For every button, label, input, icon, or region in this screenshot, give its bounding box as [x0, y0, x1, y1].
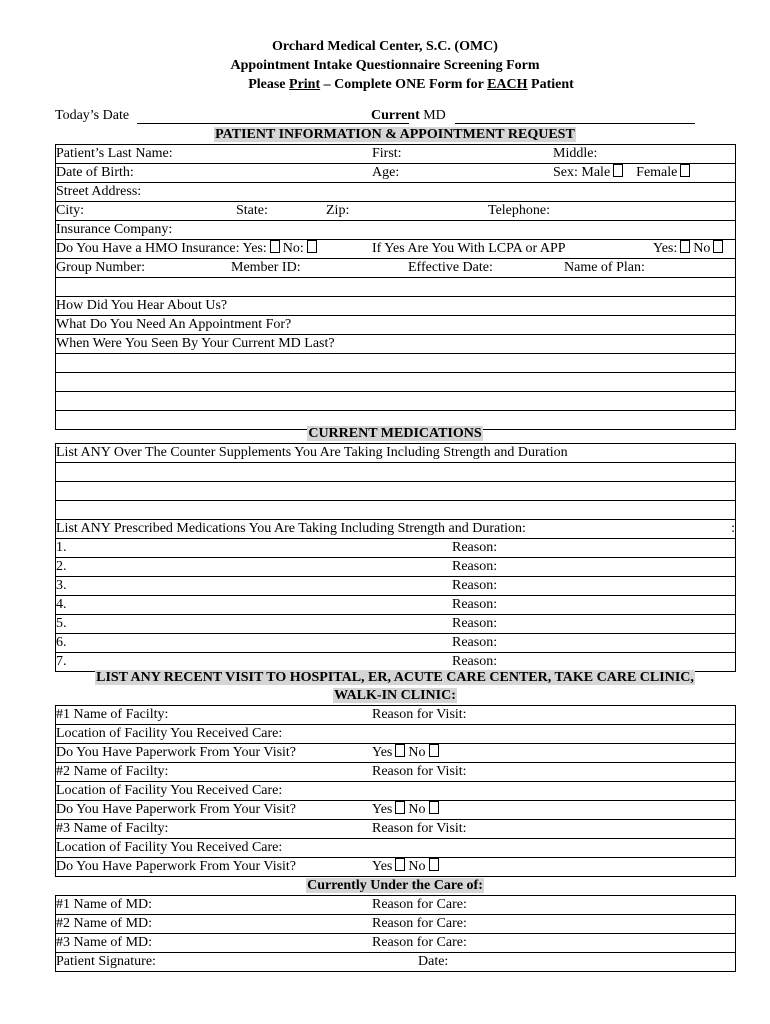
row-otc[interactable] — [56, 444, 735, 463]
zip-label: Zip: — [326, 203, 350, 218]
care-reason-label: Reason for Care: — [372, 916, 467, 931]
med-number: 6. — [56, 635, 67, 650]
med-row[interactable] — [56, 577, 735, 596]
care-reason-label: Reason for Care: — [372, 897, 467, 912]
female-checkbox[interactable] — [680, 164, 690, 177]
current-md-label: Current MD — [371, 108, 446, 123]
facility-name-label: #3 Name of Facilty: — [56, 821, 169, 836]
age-label: Age: — [372, 165, 400, 180]
visit-reason-label: Reason for Visit: — [372, 821, 467, 836]
paperwork-label: Do You Have Paperwork From Your Visit? — [56, 802, 297, 817]
hear-label: How Did You Hear About Us? — [56, 298, 228, 313]
group-number-label: Group Number: — [56, 260, 146, 275]
row-seen[interactable] — [56, 335, 735, 354]
row-location[interactable] — [56, 725, 735, 744]
todays-date-field[interactable] — [137, 123, 409, 124]
lcpa-no-checkbox[interactable] — [713, 240, 723, 253]
sex-group: Sex: Male Female — [553, 164, 693, 182]
md-name-label: #1 Name of MD: — [56, 897, 153, 912]
med-number: 1. — [56, 540, 67, 555]
row-hmo — [56, 240, 735, 259]
med-row[interactable] — [56, 558, 735, 577]
med-row[interactable] — [56, 596, 735, 615]
visits-table — [55, 705, 736, 877]
med-number: 2. — [56, 559, 67, 574]
row-blank[interactable] — [56, 373, 735, 392]
hmo-yes-checkbox[interactable] — [270, 240, 280, 253]
paperwork-group: Yes No — [372, 858, 442, 876]
row-md[interactable] — [56, 915, 735, 934]
lcpa-label: If Yes Are You With LCPA or APP — [372, 241, 566, 256]
row-facility[interactable] — [56, 763, 735, 782]
md-name-label: #3 Name of MD: — [56, 935, 153, 950]
med-reason-label: Reason: — [452, 635, 498, 650]
section-under-care: Currently Under the Care of: — [307, 878, 483, 893]
row-need[interactable] — [56, 316, 735, 335]
form-header — [0, 37, 770, 94]
paperwork-label: Do You Have Paperwork From Your Visit? — [56, 745, 297, 760]
form-instructions: Please Print – Complete ONE Form for EACH Patient — [248, 77, 574, 92]
section-recent-visits: LIST ANY RECENT VISIT TO HOSPITAL, ER, ACUTE CARE CENTER, TAKE CARE CLINIC, — [96, 670, 694, 685]
med-number: 5. — [56, 616, 67, 631]
trailing-colon: : — [731, 521, 735, 536]
street-label: Street Address: — [56, 184, 142, 199]
state-label: State: — [236, 203, 268, 218]
middle-name-label: Middle: — [553, 146, 598, 161]
hmo-group: Do You Have a HMO Insurance: Yes: No: — [56, 240, 320, 258]
md-name-label: #2 Name of MD: — [56, 916, 153, 931]
paperwork-no-checkbox[interactable] — [429, 744, 439, 757]
visit-reason-label: Reason for Visit: — [372, 764, 467, 779]
row-md[interactable] — [56, 934, 735, 953]
row-group[interactable] — [56, 259, 735, 278]
visit-reason-label: Reason for Visit: — [372, 707, 467, 722]
row-blank[interactable] — [56, 354, 735, 373]
row-blank[interactable] — [56, 463, 735, 482]
row-location[interactable] — [56, 839, 735, 858]
row-prescribed[interactable] — [56, 520, 735, 539]
insurance-label: Insurance Company: — [56, 222, 173, 237]
patient-info-table — [55, 144, 736, 430]
hmo-no-checkbox[interactable] — [307, 240, 317, 253]
paperwork-group: Yes No — [372, 801, 442, 819]
row-paperwork — [56, 744, 735, 763]
location-label: Location of Facility You Received Care: — [56, 840, 283, 855]
med-row[interactable] — [56, 615, 735, 634]
effective-date-label: Effective Date: — [408, 260, 493, 275]
paperwork-yes-checkbox[interactable] — [395, 801, 405, 814]
facility-name-label: #2 Name of Facilty: — [56, 764, 169, 779]
row-city[interactable] — [56, 202, 735, 221]
med-number: 4. — [56, 597, 67, 612]
row-paperwork — [56, 801, 735, 820]
prescribed-label: List ANY Prescribed Medications You Are Taking Including Strength and Duration: — [56, 521, 526, 536]
row-blank[interactable] — [56, 482, 735, 501]
med-number: 3. — [56, 578, 67, 593]
paperwork-no-checkbox[interactable] — [429, 801, 439, 814]
telephone-label: Telephone: — [488, 203, 550, 218]
row-md[interactable] — [56, 896, 735, 915]
med-reason-label: Reason: — [452, 597, 498, 612]
need-label: What Do You Need An Appointment For? — [56, 317, 292, 332]
row-signature[interactable] — [56, 953, 735, 972]
lcpa-yes-checkbox[interactable] — [680, 240, 690, 253]
todays-date-label: Today’s Date — [55, 108, 130, 123]
row-name[interactable] — [56, 145, 735, 164]
signature-date-label: Date: — [418, 954, 449, 969]
form-title: Appointment Intake Questionnaire Screening Form — [230, 58, 540, 73]
med-reason-label: Reason: — [452, 578, 498, 593]
medications-table — [55, 443, 736, 672]
care-reason-label: Reason for Care: — [372, 935, 467, 950]
paperwork-yes-checkbox[interactable] — [395, 744, 405, 757]
plan-name-label: Name of Plan: — [564, 260, 645, 275]
facility-name-label: #1 Name of Facilty: — [56, 707, 169, 722]
clinic-name: Orchard Medical Center, S.C. (OMC) — [272, 39, 498, 54]
row-dob[interactable] — [56, 164, 735, 183]
location-label: Location of Facility You Received Care: — [56, 726, 283, 741]
seen-label: When Were You Seen By Your Current MD Last? — [56, 336, 335, 351]
signature-label: Patient Signature: — [56, 954, 156, 969]
row-insurance[interactable] — [56, 221, 735, 240]
row-street[interactable] — [56, 183, 735, 202]
med-reason-label: Reason: — [452, 559, 498, 574]
paperwork-label: Do You Have Paperwork From Your Visit? — [56, 859, 297, 874]
otc-label: List ANY Over The Counter Supplements You Are Taking Including Strength and Duration — [56, 445, 568, 460]
section-patient-info: PATIENT INFORMATION & APPOINTMENT REQUEST — [215, 127, 575, 142]
row-blank[interactable] — [56, 501, 735, 520]
med-reason-label: Reason: — [452, 654, 498, 669]
dob-label: Date of Birth: — [56, 165, 134, 180]
paperwork-group: Yes No — [372, 744, 442, 762]
row-blank[interactable] — [56, 392, 735, 411]
current-md-field[interactable] — [455, 123, 695, 124]
row-blank[interactable] — [56, 278, 735, 297]
med-row[interactable] — [56, 634, 735, 653]
row-location[interactable] — [56, 782, 735, 801]
med-number: 7. — [56, 654, 67, 669]
paperwork-no-checkbox[interactable] — [429, 858, 439, 871]
lcpa-group: Yes: No — [653, 240, 726, 258]
first-name-label: First: — [372, 146, 402, 161]
male-checkbox[interactable] — [613, 164, 623, 177]
date-md-line — [55, 108, 695, 127]
city-label: City: — [56, 203, 85, 218]
row-facility[interactable] — [56, 820, 735, 839]
paperwork-yes-checkbox[interactable] — [395, 858, 405, 871]
row-facility[interactable] — [56, 706, 735, 725]
row-paperwork — [56, 858, 735, 877]
med-reason-label: Reason: — [452, 616, 498, 631]
med-row[interactable] — [56, 539, 735, 558]
section-recent-visits-cont: WALK-IN CLINIC: — [334, 688, 456, 703]
last-name-label: Patient’s Last Name: — [56, 146, 173, 161]
location-label: Location of Facility You Received Care: — [56, 783, 283, 798]
care-table — [55, 895, 736, 972]
row-hear[interactable] — [56, 297, 735, 316]
member-id-label: Member ID: — [231, 260, 301, 275]
section-medications: CURRENT MEDICATIONS — [308, 426, 482, 441]
med-reason-label: Reason: — [452, 540, 498, 555]
